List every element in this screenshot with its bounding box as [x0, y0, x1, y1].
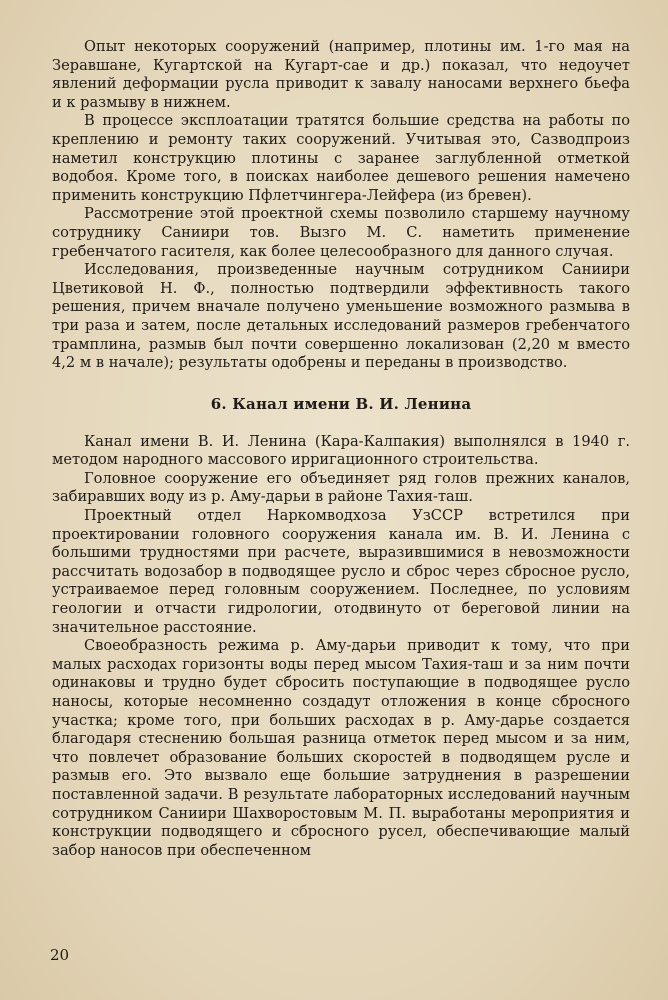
paragraph: Исследования, произведенные научным сотрудником Саниири Цветиковой Н. Ф., полностью подтвердили эффективность такого решения, причем вначале получено уменьшение возможного размыва в три раза и затем, после детальных исследований размеров гребенчатого трамплина, размыв был почти совершенно локализован (2,20 м вместо 4,2 м в начале); результаты одобрены и переданы в производство.	[52, 261, 630, 372]
paragraph: Опыт некоторых сооружений (например, плотины им. 1-го мая на Зеравшане, Кугартской на Кугарт-сае и др.) показал, что недоучет явлений деформации русла приводит к завалу наносами верхнего бьефа и к размыву в нижнем.	[52, 38, 630, 111]
page-number: 20	[50, 946, 70, 964]
paragraph: Своеобразность режима р. Аму-дарьи приводит к тому, что при малых расходах горизонты воды перед мысом Тахия-таш и за ним почти одинаковы и трудно будет сбросить поступающие в подводящее русло наносы, которые несомненно создадут отложения в конце сбросного участка; кроме того, при больших расходах в р. Аму-дарье создается благодаря стеснению большая разница отметок перед мысом и за ним, что повлечет образование больших скоростей в подводящем русле и размыв его. Это вызвало еще большие затруднения в разрешении поставленной задачи. В результате лабораторных исследований научным сотрудником Саниири Шахворостовым М. П. выработаны мероприятия и конструкции подводящего и сбросного русел, обеспечивающие малый забор наносов при обеспеченном	[52, 637, 630, 859]
section-heading: 6. Канал имени В. И. Ленина	[210, 394, 472, 413]
paragraph: Канал имени В. И. Ленина (Кара-Калпакия) выполнялся в 1940 г. методом народного массового ирригационного строительства.	[52, 432, 630, 469]
page-body	[52, 38, 630, 860]
paragraph: Головное сооружение его объединяет ряд голов прежних каналов, забиравших воду из р. Аму-дарьи в районе Тахия-таш.	[52, 469, 630, 506]
paragraph: В процессе эксплоатации тратятся большие средства на работы по креплению и ремонту таких сооружений. Учитывая это, Сазводпроиз наметил конструкцию плотины с заранее заглубленной отметкой водобоя. Кроме того, в поисках наиболее дешевого решения намечено применить конструкцию Пфлетчингера-Лейфера (из бревен).	[52, 112, 630, 204]
paragraph: Проектный отдел Наркомводхоза УзССР встретился при проектировании головного сооружения канала им. В. И. Ленина с большими трудностями при расчете, выразившимися в невозможности рассчитать водозабор в подводящее русло и сброс через сбросное русло, устраиваемое перед головным сооружением. Последнее, по условиям геологии и отчасти гидрологии, отодвинуто от береговой линии на значительное расстояние.	[52, 507, 630, 636]
paragraph: Рассмотрение этой проектной схемы позволило старшему научному сотруднику Саниири тов. Вызго М. С. наметить применение гребенчатого гасителя, как более целесообразного для данного случая.	[52, 205, 630, 260]
